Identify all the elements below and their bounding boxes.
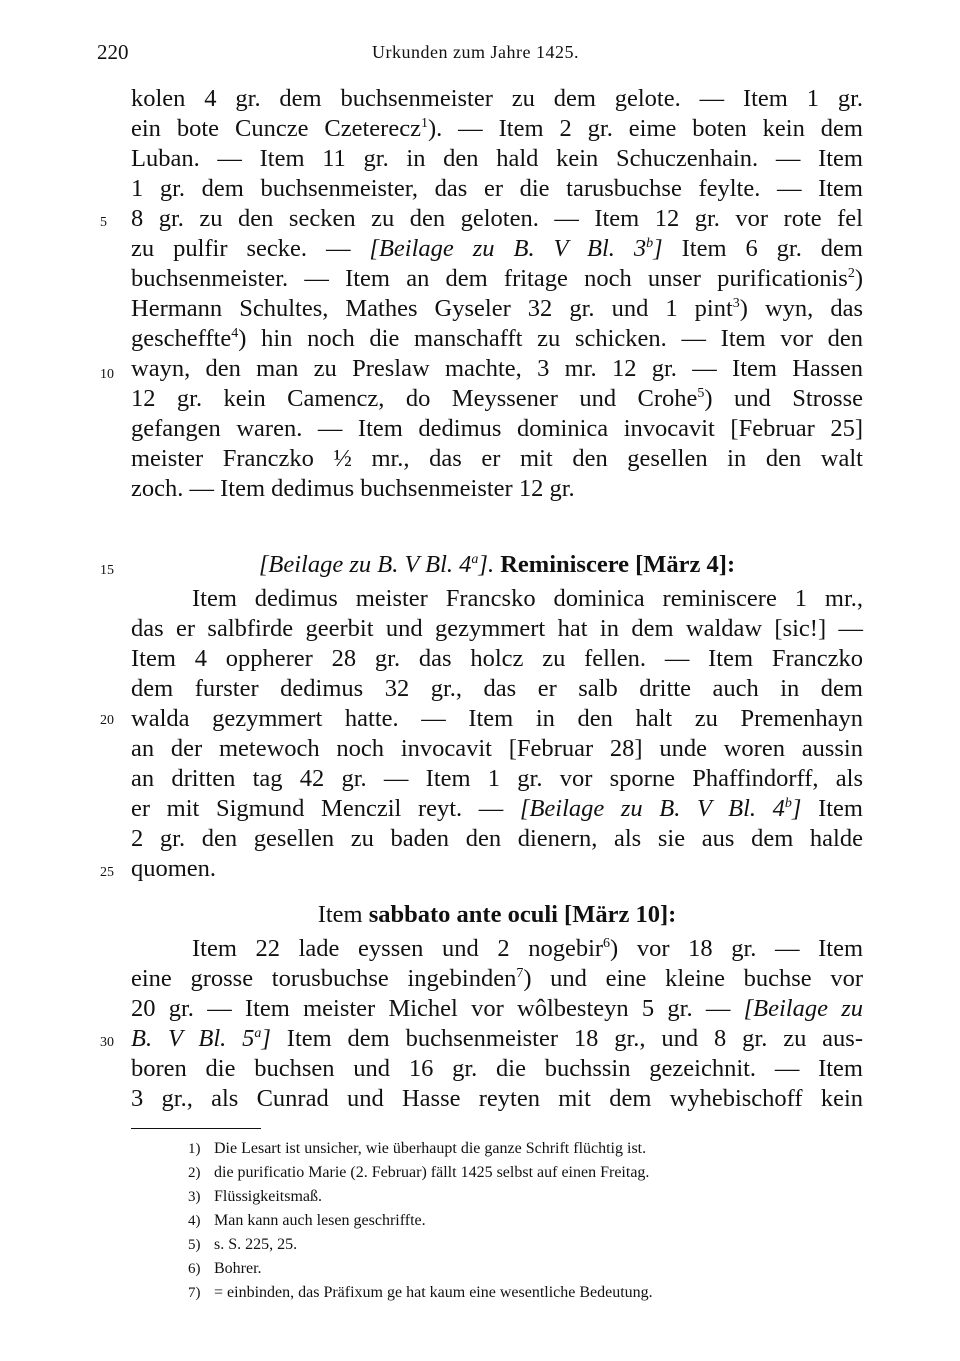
footnote-marker: 3: [732, 296, 740, 311]
text-segment: zoch. — Item dedimus buchsenmeister 12 gr.: [131, 475, 575, 502]
text-segment: 3 gr., als Cunrad und Hasse reyten mit dem wyhebischoff kein: [131, 1085, 863, 1112]
section-heading: [131, 900, 863, 930]
text-segment: er mit Sigmund Menczil reyt. —: [131, 795, 520, 822]
footnote-number: 2): [188, 1165, 201, 1181]
footnote-marker: b: [784, 796, 792, 811]
text-line: [131, 854, 863, 884]
text-line: [131, 444, 863, 474]
text-segment: an dritten tag 42 gr. — Item 1 gr. vor sporne Phaffindorff, als: [131, 765, 863, 792]
footnote-marker: 5: [697, 386, 705, 401]
text-segment: quomen.: [131, 855, 217, 882]
footnote-number: 6): [188, 1261, 201, 1277]
footnote-text: die purificatio Marie (2. Februar) fällt 1425 selbst auf einen Freitag.: [214, 1164, 650, 1181]
text-line: [131, 414, 863, 444]
footnote: [188, 1161, 838, 1185]
text-segment: an der metewoch noch invocavit [Februar 28] unde woren aussin: [131, 735, 863, 762]
text-line: [131, 1024, 863, 1054]
text-line: [131, 704, 863, 734]
text-segment: Item dem buchsenmeister 18 gr., und 8 gr. zu aus-: [270, 1025, 864, 1052]
text-line: [131, 764, 863, 794]
footnote-number: 7): [188, 1285, 201, 1301]
footnote-text: Bohrer.: [214, 1260, 262, 1277]
text-line: [131, 994, 863, 1024]
text-line: [131, 1054, 863, 1084]
text-line: [131, 384, 863, 414]
editorial-note: [Beilage zu B. V Bl. 4: [519, 795, 785, 822]
footnote-text: Die Lesart ist unsicher, wie überhaupt die ganze Schrift flüchtig ist.: [214, 1140, 647, 1157]
text-segment: Hermann Schultes, Mathes Gyseler 32 gr. und 1 pint: [131, 295, 733, 322]
text-segment: Item dedimus meister Francsko dominica reminiscere 1 mr.,: [192, 585, 863, 612]
text-line: [192, 934, 863, 964]
footnote-marker: a: [471, 552, 479, 567]
text-segment: dem furster dedimus 32 gr., das er salb dritte auch in dem: [131, 675, 863, 702]
text-segment: ) wyn, das: [739, 295, 864, 322]
text-line: [131, 354, 863, 384]
text-line: [131, 614, 863, 644]
text-line: [192, 584, 863, 614]
footnote: [188, 1185, 838, 1209]
footnote-number: 5): [188, 1237, 201, 1253]
text-line: [131, 234, 863, 264]
running-title: Urkunden zum Jahre 1425.: [372, 42, 579, 62]
text-line: [131, 144, 863, 174]
footnote-marker: 7: [516, 966, 524, 981]
text-line: [131, 1084, 863, 1114]
text-line: [131, 264, 863, 294]
line-number: 25: [100, 865, 114, 880]
text-line: [131, 174, 863, 204]
text-line: [131, 474, 863, 504]
text-line: [131, 204, 863, 234]
text-line: [131, 644, 863, 674]
text-segment: 12 gr. kein Camencz, do Meyssener und Crohe: [131, 385, 698, 412]
footnote-rule: [131, 1128, 261, 1129]
text-segment: 20 gr. — Item meister Michel vor wôlbesteyn 5 gr. —: [131, 995, 744, 1022]
footnote-marker: 6: [603, 936, 611, 951]
text-segment: buchsenmeister. — Item an dem fritage noch unser purificationis: [131, 265, 848, 292]
text-line: [131, 734, 863, 764]
footnote-marker: 1: [420, 116, 428, 131]
page-number: 220: [97, 40, 129, 64]
editorial-note: ]: [653, 235, 663, 262]
text-segment: das er salbfirde geerbit und gezymmert hat in dem waldaw [sic!] —: [131, 615, 863, 642]
footnote-number: 1): [188, 1141, 201, 1157]
text-segment: 8 gr. zu den secken zu den geloten. — Item 12 gr. vor rote fel: [131, 205, 863, 232]
footnote-number: 3): [188, 1189, 201, 1205]
footnote-text: Flüssigkeitsmaß.: [214, 1188, 323, 1205]
line-number: 15: [100, 563, 114, 578]
editorial-note: ]: [261, 1025, 271, 1052]
text-line: [131, 794, 863, 824]
text-segment: Item: [317, 901, 369, 928]
editorial-note: B. V Bl. 5: [131, 1025, 255, 1052]
text-segment: Item: [801, 795, 863, 822]
text-line: [131, 84, 863, 114]
line-number: 30: [100, 1035, 114, 1050]
text-segment: ) hin noch die manschafft zu schicken. — Item vor den: [238, 325, 863, 352]
text-segment: Reminiscere [März 4]:: [494, 551, 736, 578]
text-segment: walda gezymmert hatte. — Item in den halt zu Premenhayn: [131, 705, 863, 732]
text-line: [131, 674, 863, 704]
text-segment: Luban. — Item 11 gr. in den hald kein Schuczenhain. — Item: [131, 145, 863, 172]
text-line: [131, 964, 863, 994]
text-line: [131, 324, 863, 354]
text-segment: eine grosse torusbuchse ingebinden: [131, 965, 517, 992]
text-line: [131, 114, 863, 144]
text-segment: gescheffte: [131, 325, 232, 352]
footnote: [188, 1281, 838, 1305]
text-segment: ) und eine kleine buchse vor: [523, 965, 863, 992]
footnote-text: s. S. 225, 25.: [214, 1236, 298, 1253]
text-segment: sabbato ante oculi [März 10]:: [368, 901, 677, 928]
text-segment: gefangen waren. — Item dedimus dominica invocavit [Februar 25]: [131, 415, 863, 442]
line-number: 5: [100, 215, 107, 230]
editorial-note: [Beilage zu B. V Bl. 3: [369, 235, 647, 262]
text-line: [131, 824, 863, 854]
editorial-note: ]: [791, 795, 802, 822]
text-segment: wayn, den man zu Preslaw machte, 3 mr. 12 gr. — Item Hassen: [131, 355, 863, 382]
text-segment: zu pulfir secke. —: [131, 235, 370, 262]
text-segment: ein bote Cuncze Czeterecz: [131, 115, 421, 142]
line-number: 10: [100, 367, 114, 382]
footnote-marker: b: [646, 236, 654, 251]
footnote: [188, 1257, 838, 1281]
text-segment: ) und Strosse: [704, 385, 863, 412]
text-line: [131, 294, 863, 324]
text-segment: meister Franczko ½ mr., das er mit den gesellen in den walt: [131, 445, 863, 472]
text-segment: 1 gr. dem buchsenmeister, das er die tarusbuchse feylte. — Item: [131, 175, 863, 202]
editorial-note: [Beilage zu: [743, 995, 863, 1022]
text-segment: Item 4 oppherer 28 gr. das holcz zu fellen. — Item Franczko: [131, 645, 863, 672]
footnote: [188, 1233, 838, 1257]
footnote-marker: a: [254, 1026, 262, 1041]
footnote-marker: 2: [847, 266, 855, 281]
editorial-note: [Beilage zu B. V Bl. 4: [258, 551, 472, 578]
text-segment: kolen 4 gr. dem buchsenmeister zu dem gelote. — Item 1 gr.: [131, 85, 863, 112]
footnote-text: = einbinden, das Präfixum ge hat kaum eine wesentliche Bedeutung.: [214, 1284, 653, 1301]
text-segment: boren die buchsen und 16 gr. die buchssin gezeichnit. — Item: [131, 1055, 863, 1082]
footnote-text: Man kann auch lesen geschriffte.: [214, 1212, 426, 1229]
footnote-number: 4): [188, 1213, 201, 1229]
section-heading: [131, 550, 863, 580]
text-segment: 2 gr. den gesellen zu baden den dienern, als sie aus dem halde: [131, 825, 863, 852]
text-segment: Item 6 gr. dem: [662, 235, 863, 262]
text-segment: Item 22 lade eyssen und 2 nogebir: [192, 935, 604, 962]
footnote-marker: 4: [231, 326, 239, 341]
editorial-note: ].: [478, 551, 495, 578]
footnote: [188, 1137, 838, 1161]
text-segment: ): [854, 265, 863, 292]
line-number: 20: [100, 713, 114, 728]
footnote: [188, 1209, 838, 1233]
text-segment: ) vor 18 gr. — Item: [610, 935, 864, 962]
text-segment: ). — Item 2 gr. eime boten kein dem: [427, 115, 863, 142]
